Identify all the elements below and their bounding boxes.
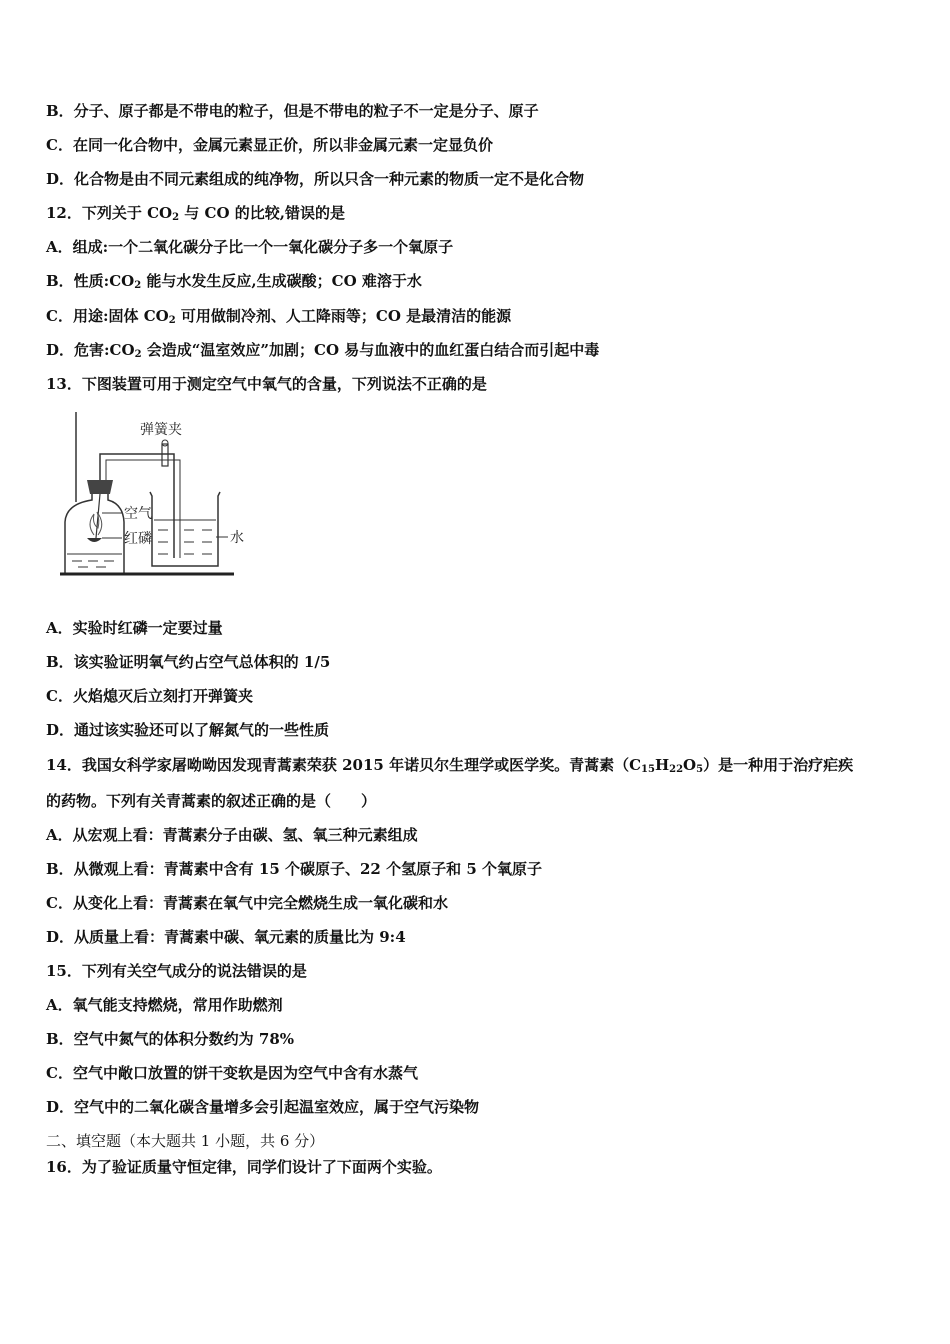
q14-option-b: B．从微观上看：青蒿素中含有 15 个碳原子、22 个氢原子和 5 个氧原子	[46, 860, 542, 878]
q16-stem: 16．为了验证质量守恒定律，同学们设计了下面两个实验。	[46, 1158, 442, 1176]
q11-option-d: D．化合物是由不同元素组成的纯净物，所以只含一种元素的物质一定不是化合物	[46, 170, 585, 188]
q13-option-b: B．该实验证明氧气约占空气总体积的 1/5	[46, 653, 331, 671]
q14-option-a: A．从宏观上看：青蒿素分子由碳、氢、氧三种元素组成	[46, 826, 418, 844]
q12-option-c: C．用途:固体 $CO_2$ 可用做制冷剂、人工降雨等；CO 是最清洁的能源	[46, 307, 512, 326]
q12-stem: 12．下列关于 $CO_2$ 与 CO 的比较,错误的是	[46, 204, 345, 223]
q13-stem: 13．下图装置可用于测定空气中氧气的含量，下列说法不正确的是	[46, 375, 487, 393]
q15-option-d: D．空气中的二氧化碳含量增多会引起温室效应，属于空气污染物	[46, 1098, 480, 1116]
label-red-phosphorus: 红磷	[124, 531, 152, 547]
q14-stem-line-2: 的药物。下列有关青蒿素的叙述正确的是（ ）	[46, 792, 377, 810]
label-water: 水	[230, 530, 244, 546]
q12-option-b: B．性质$:CO_2$ 能与水发生反应,生成碳酸；CO 难溶于水	[46, 272, 422, 291]
q11-option-c: C．在同一化合物中，金属元素显正价，所以非金属元素一定显负价	[46, 136, 493, 154]
q15-option-a: A．氧气能支持燃烧，常用作助燃剂	[46, 996, 283, 1014]
q13-option-d: D．通过该实验还可以了解氮气的一些性质	[46, 721, 330, 739]
q15-option-c: C．空气中敞口放置的饼干变软是因为空气中含有水蒸气	[46, 1064, 418, 1082]
q12-option-a: A．组成:一个二氧化碳分子比一个一氧化碳分子多一个氧原子	[46, 238, 454, 256]
q13-option-a: A．实验时红磷一定要过量	[46, 619, 223, 637]
q11-option-b: B．分子、原子都是不带电的粒子，但是不带电的粒子不一定是分子、原子	[46, 102, 539, 120]
q13-option-c: C．火焰熄灭后立刻打开弹簧夹	[46, 687, 253, 705]
label-spring-clamp: 弹簧夹	[140, 422, 182, 438]
apparatus-figure	[56, 410, 266, 582]
q15-stem: 15．下列有关空气成分的说法错误的是	[46, 962, 307, 980]
q12-option-d: D．危害$:CO_2$ 会造成“温室效应”加剧；CO 易与血液中的血红蛋白结合而引起中毒	[46, 341, 600, 360]
label-air: 空气	[124, 506, 152, 522]
q14-option-d: D．从质量上看：青蒿素中碳、氧元素的质量比为 9:4	[46, 928, 406, 946]
q15-option-b: B．空气中氮气的体积分数约为 78%	[46, 1030, 295, 1048]
section-2-title: 二、填空题（本大题共 1 小题，共 6 分）	[46, 1132, 325, 1150]
q14-stem-line-1: 14．我国女科学家屠呦呦因发现青蒿素荣获 2015 年诺贝尔生理学或医学奖。青蒿素$(C_{15}H_{22}O_5)$是一种用于治疗疟疾	[46, 756, 854, 775]
q14-option-c: C．从变化上看：青蒿素在氧气中完全燃烧生成一氧化碳和水	[46, 894, 448, 912]
